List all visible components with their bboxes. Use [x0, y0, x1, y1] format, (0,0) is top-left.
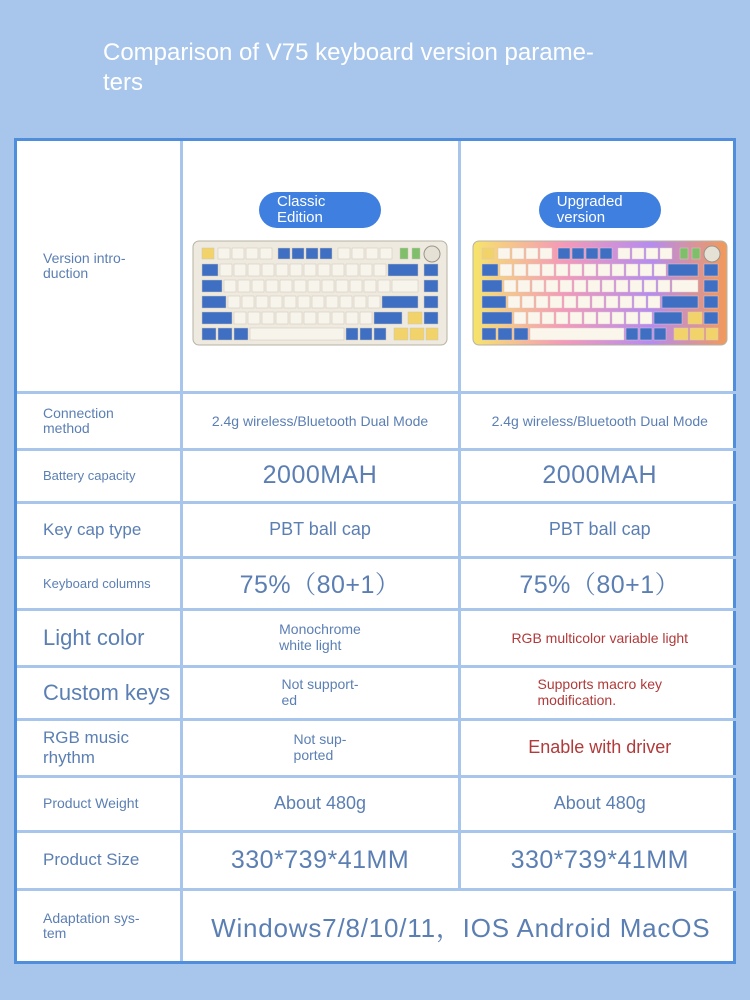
label-os: Adaptation sys- tem: [17, 890, 181, 961]
classic-columns: 75%（80+1）: [181, 557, 459, 610]
classic-rgb-music: Not sup- ported: [181, 719, 459, 776]
row-connection: [17, 393, 739, 450]
upgraded-rgb-music: Enable with driver: [459, 719, 739, 776]
row-keycap: [17, 502, 739, 557]
row-weight: [17, 776, 739, 831]
row-rgb-music: [17, 719, 739, 776]
upgraded-weight: About 480g: [459, 776, 739, 831]
label-connection: Connection method: [17, 393, 181, 450]
classic-light: Monochrome white light: [181, 610, 459, 667]
row-size: [17, 831, 739, 890]
row-columns: [17, 557, 739, 610]
classic-custom: Not support- ed: [181, 667, 459, 720]
classic-edition-badge: Classic Edition: [259, 192, 381, 228]
upgraded-keyboard-image: [472, 240, 728, 346]
upgraded-keycap: PBT ball cap: [459, 502, 739, 557]
label-light: Light color: [17, 610, 181, 667]
upgraded-size: 330*739*41MM: [459, 831, 739, 890]
row-os: [17, 890, 739, 961]
classic-size: 330*739*41MM: [181, 831, 459, 890]
page-title-line1: Comparison of V75 keyboard version parame-: [103, 39, 594, 66]
label-weight: Product Weight: [17, 776, 181, 831]
label-columns: Keyboard columns: [17, 557, 181, 610]
label-battery: Battery capacity: [17, 450, 181, 503]
upgraded-light: RGB multicolor variable light: [459, 610, 739, 667]
os-value: Windows7/8/10/11，IOS Android MacOS: [181, 890, 739, 961]
classic-weight: About 480g: [181, 776, 459, 831]
classic-connection: 2.4g wireless/Bluetooth Dual Mode: [181, 393, 459, 450]
upgraded-connection: 2.4g wireless/Bluetooth Dual Mode: [459, 393, 739, 450]
upgraded-columns: 75%（80+1）: [459, 557, 739, 610]
upgraded-custom: Supports macro key modification.: [459, 667, 739, 720]
classic-battery: 2000MAH: [181, 450, 459, 503]
row-battery: [17, 450, 739, 503]
classic-version-cell: [181, 141, 459, 393]
row-custom: [17, 667, 739, 720]
upgraded-battery: 2000MAH: [459, 450, 739, 503]
label-size: Product Size: [17, 831, 181, 890]
label-version-intro: Version intro- duction: [17, 141, 181, 393]
row-light: [17, 610, 739, 667]
label-keycap: Key cap type: [17, 502, 181, 557]
classic-keyboard-image: [192, 240, 448, 346]
classic-keycap: PBT ball cap: [181, 502, 459, 557]
page-title-line2: ters: [103, 69, 144, 96]
label-rgb-music: RGB music rhythm: [17, 719, 181, 776]
page-title: [103, 38, 663, 98]
row-version-intro: [17, 141, 739, 393]
comparison-table: [14, 138, 736, 964]
upgraded-version-badge: Upgraded version: [539, 192, 661, 228]
upgraded-version-cell: [459, 141, 739, 393]
label-custom: Custom keys: [17, 667, 181, 720]
